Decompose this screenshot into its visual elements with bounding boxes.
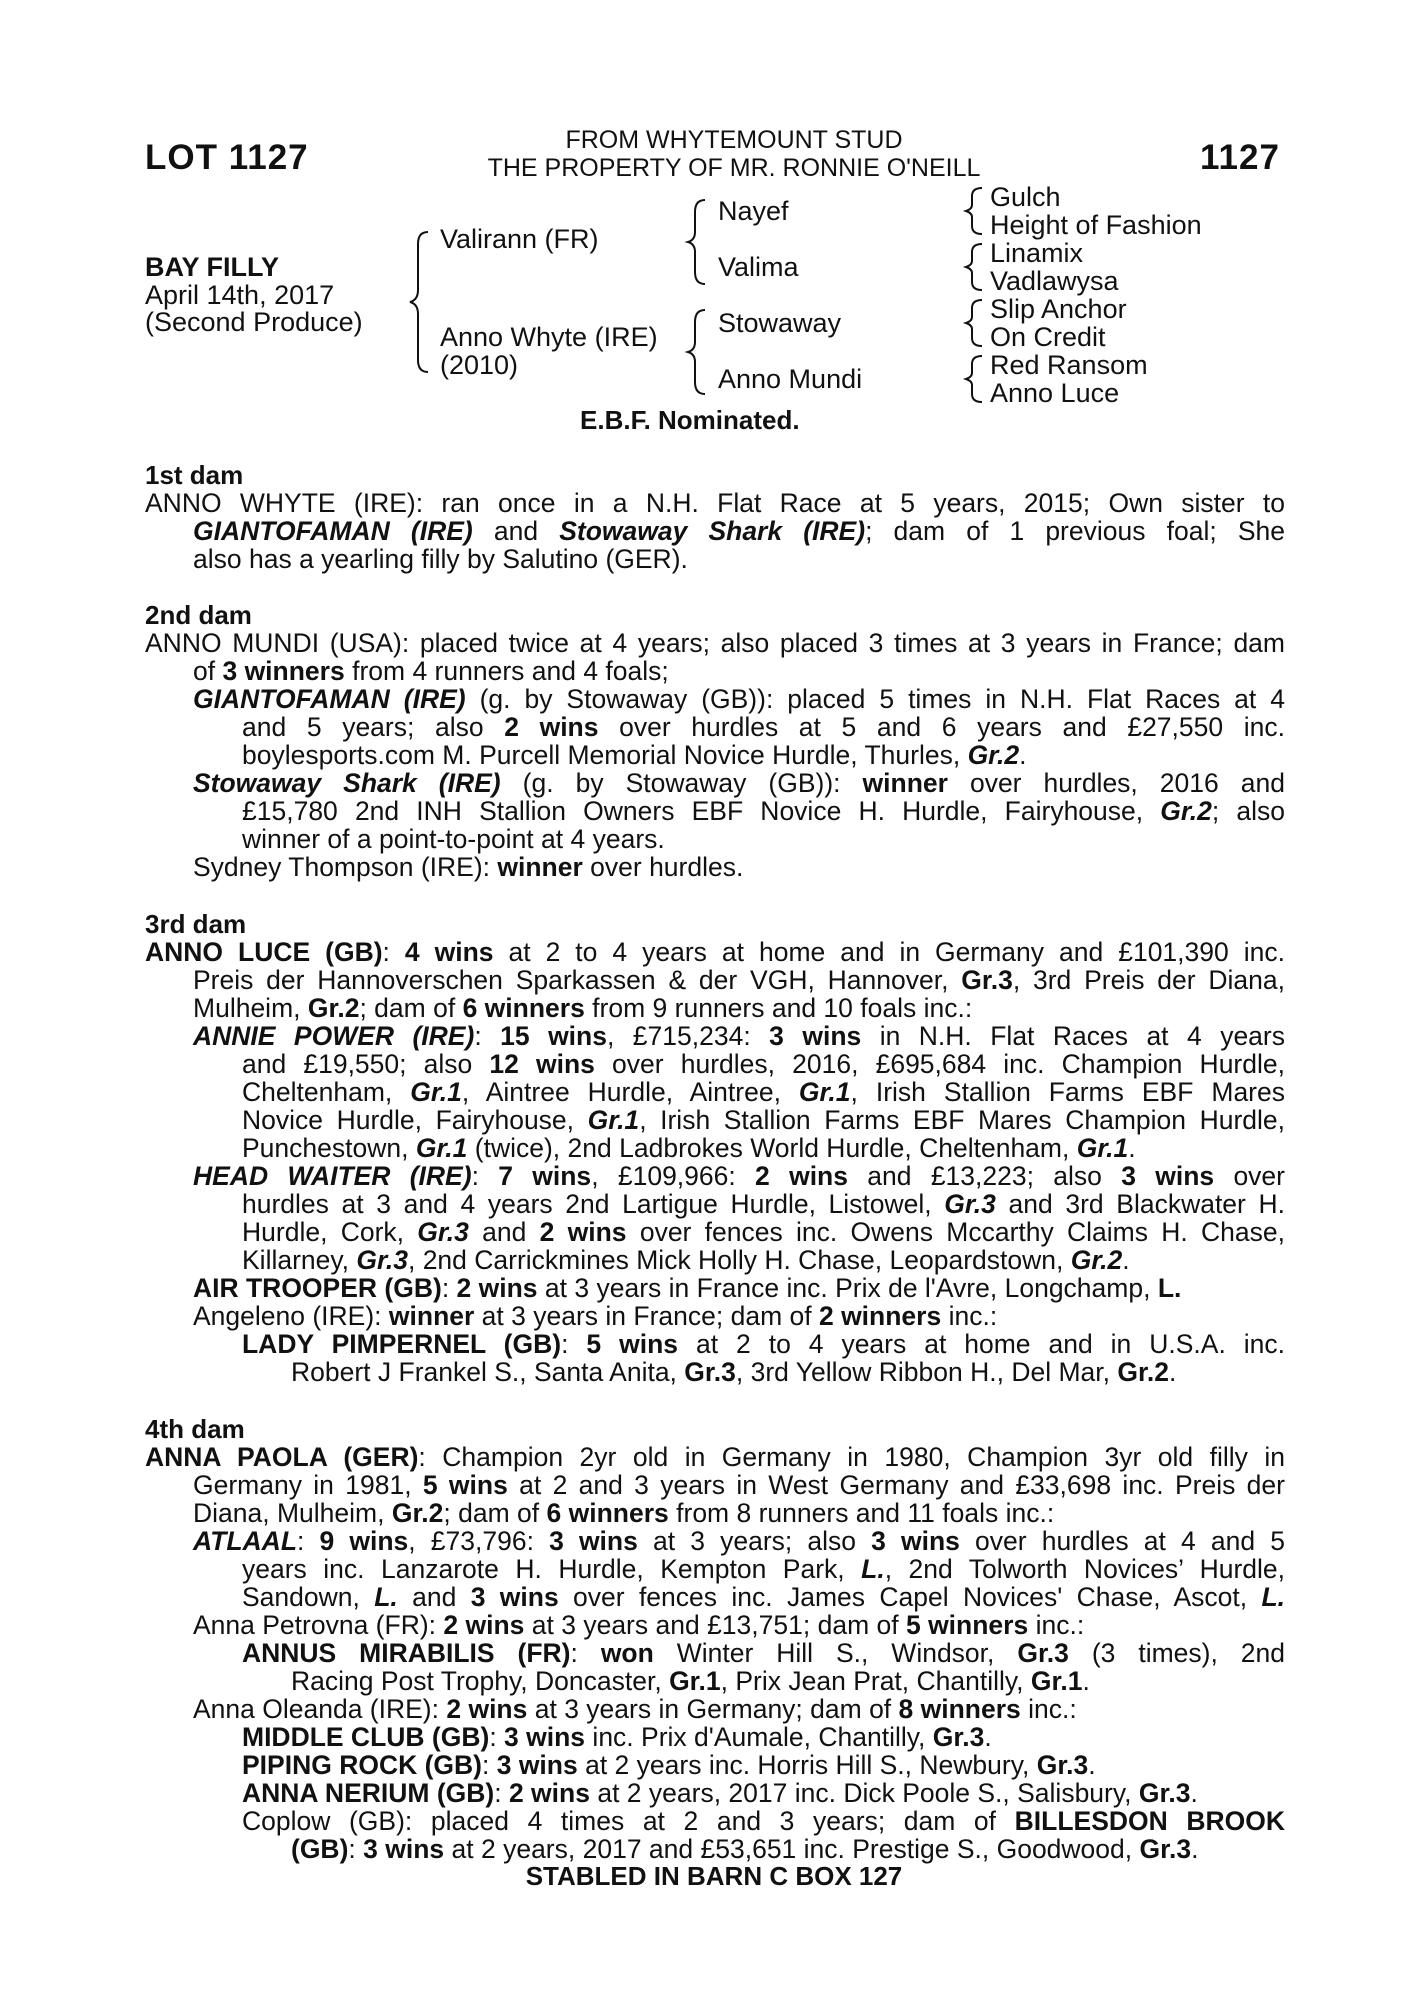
text-line: ANNO WHYTE (IRE): ran once in a N.H. Flat Race at 5 years, 2015; Own sister to <box>145 488 1285 518</box>
text-line: Stowaway Shark (IRE) (g. by Stowaway (GB)): winner over hurdles, 2016 and <box>193 768 1285 798</box>
pedigree-gen3-6: On Credit <box>990 322 1106 352</box>
text-line: ANNA PAOLA (GER): Champion 2yr old in Germany in 1980, Champion 3yr old filly in <box>145 1442 1285 1472</box>
pedigree-gen3-3: Linamix <box>990 238 1084 268</box>
horse-description: BAY FILLY <box>145 252 280 282</box>
text-line: Preis der Hannoverschen Sparkassen & der VGH, Hannover, Gr.3, 3rd Preis der Diana, <box>193 965 1285 995</box>
text-line: Robert J Frankel S., Santa Anita, Gr.3, 3rd Yellow Ribbon H., Del Mar, Gr.2. <box>291 1357 1177 1387</box>
pedigree-dam-sire: Stowaway <box>718 308 842 338</box>
vendor-line-1: FROM WHYTEMOUNT STUD <box>565 126 903 154</box>
text-line: GIANTOFAMAN (IRE) (g. by Stowaway (GB)): placed 5 times in N.H. Flat Races at 4 <box>193 684 1285 714</box>
pedigree-sire-dam: Valima <box>718 252 799 282</box>
text-line: GIANTOFAMAN (IRE) and Stowaway Shark (IRE); dam of 1 previous foal; She <box>193 516 1285 546</box>
text-line: Novice Hurdle, Fairyhouse, Gr.1, Irish Stallion Farms EBF Mares Champion Hurdle, <box>242 1105 1285 1135</box>
pedigree-brackets <box>0 0 1428 420</box>
text-line: HEAD WAITER (IRE): 7 wins, £109,966: 2 wins and £13,223; also 3 wins over <box>193 1161 1285 1191</box>
text-line: MIDDLE CLUB (GB): 3 wins inc. Prix d'Aumale, Chantilly, Gr.3. <box>242 1722 992 1752</box>
text-line: Mulheim, Gr.2; dam of 6 winners from 9 runners and 10 foals inc.: <box>193 993 973 1023</box>
text-line: Sydney Thompson (IRE): winner over hurdles. <box>193 852 744 882</box>
text-line: Diana, Mulheim, Gr.2; dam of 6 winners from 8 runners and 11 foals inc.: <box>193 1498 1055 1528</box>
text-line: years inc. Lanzarote H. Hurdle, Kempton Park, L., 2nd Tolworth Novices’ Hurdle, <box>242 1554 1285 1584</box>
pedigree-dam: Anno Whyte (IRE) <box>440 322 658 352</box>
pedigree-gen3-7: Red Ransom <box>990 350 1148 380</box>
text-line: LADY PIMPERNEL (GB): 5 wins at 2 to 4 years at home and in U.S.A. inc. <box>242 1329 1285 1359</box>
lot-number: 1127 <box>1200 138 1280 177</box>
text-line: Anna Petrovna (FR): 2 wins at 3 years and £13,751; dam of 5 winners inc.: <box>193 1610 1085 1640</box>
text-line: boylesports.com M. Purcell Memorial Novice Hurdle, Thurles, Gr.2. <box>242 740 1027 770</box>
text-line: ANNO MUNDI (USA): placed twice at 4 years; also placed 3 times at 3 years in France; dam <box>145 628 1285 658</box>
text-line: hurdles at 3 and 4 years 2nd Lartigue Hurdle, Listowel, Gr.3 and 3rd Blackwater H. <box>242 1189 1285 1219</box>
text-line: AIR TROOPER (GB): 2 wins at 3 years in France inc. Prix de l'Avre, Longchamp, L. <box>193 1273 1182 1303</box>
text-line: ANNA NERIUM (GB): 2 wins at 2 years, 2017 inc. Dick Poole S., Salisbury, Gr.3. <box>242 1778 1198 1808</box>
nomination: E.B.F. Nominated. <box>580 405 800 435</box>
section-3rd-dam: 3rd dam <box>145 909 247 939</box>
dam1-block <box>145 489 1285 573</box>
text-line: ATLAAL: 9 wins, £73,796: 3 wins at 3 years; also 3 wins over hurdles at 4 and 5 <box>193 1526 1285 1556</box>
text-line: Germany in 1981, 5 wins at 2 and 3 years in West Germany and £33,698 inc. Preis der <box>193 1470 1285 1500</box>
text-line: £15,780 2nd INH Stallion Owners EBF Novice H. Hurdle, Fairyhouse, Gr.2; also <box>242 796 1286 826</box>
text-line: Hurdle, Cork, Gr.3 and 2 wins over fences inc. Owens Mccarthy Claims H. Chase, <box>242 1217 1286 1247</box>
text-line: Sandown, L. and 3 wins over fences inc. James Capel Novices' Chase, Ascot, L. <box>242 1582 1285 1612</box>
pedigree-gen3-1: Gulch <box>990 182 1061 212</box>
lot-label: LOT 1127 <box>145 138 309 177</box>
text-line: of 3 winners from 4 runners and 4 foals; <box>193 656 669 686</box>
text-line: ANNO LUCE (GB): 4 wins at 2 to 4 years at home and in Germany and £101,390 inc. <box>145 937 1285 967</box>
dam3-block <box>145 938 1285 1386</box>
section-4th-dam: 4th dam <box>145 1414 245 1444</box>
pedigree-gen3-8: Anno Luce <box>990 378 1120 408</box>
section-1st-dam: 1st dam <box>145 460 244 490</box>
pedigree-sire: Valirann (FR) <box>440 224 599 254</box>
text-line: Punchestown, Gr.1 (twice), 2nd Ladbrokes World Hurdle, Cheltenham, Gr.1. <box>242 1133 1136 1163</box>
text-line: Killarney, Gr.3, 2nd Carrickmines Mick Holly H. Chase, Leopardstown, Gr.2. <box>242 1245 1130 1275</box>
dam4-block <box>145 1443 1285 1863</box>
text-line: Racing Post Trophy, Doncaster, Gr.1, Prix Jean Prat, Chantilly, Gr.1. <box>291 1666 1090 1696</box>
vendor-line-2: THE PROPERTY OF MR. RONNIE O'NEILL <box>487 154 981 182</box>
horse-produce: (Second Produce) <box>145 307 363 337</box>
text-line: Coplow (GB): placed 4 times at 2 and 3 years; dam of BILLESDON BROOK <box>242 1806 1285 1836</box>
text-line: also has a yearling filly by Salutino (GER). <box>193 544 688 574</box>
horse-foaled: April 14th, 2017 <box>145 280 335 310</box>
pedigree-sire-sire: Nayef <box>718 196 789 226</box>
text-line: PIPING ROCK (GB): 3 wins at 2 years inc. Horris Hill S., Newbury, Gr.3. <box>242 1750 1096 1780</box>
text-line: Cheltenham, Gr.1, Aintree Hurdle, Aintree, Gr.1, Irish Stallion Farms EBF Mares <box>242 1077 1285 1107</box>
text-line: winner of a point-to-point at 4 years. <box>242 824 665 854</box>
pedigree-dam-year: (2010) <box>440 350 519 380</box>
text-line: and 5 years; also 2 wins over hurdles at 5 and 6 years and £27,550 inc. <box>242 712 1285 742</box>
text-line: (GB): 3 wins at 2 years, 2017 and £53,651 inc. Prestige S., Goodwood, Gr.3. <box>291 1834 1199 1864</box>
pedigree-dam-dam: Anno Mundi <box>718 364 863 394</box>
pedigree-gen3-2: Height of Fashion <box>990 210 1202 240</box>
text-line: ANNUS MIRABILIS (FR): won Winter Hill S., Windsor, Gr.3 (3 times), 2nd <box>242 1638 1285 1668</box>
section-2nd-dam: 2nd dam <box>145 600 252 630</box>
text-line: Angeleno (IRE): winner at 3 years in France; dam of 2 winners inc.: <box>193 1301 998 1331</box>
pedigree-gen3-5: Slip Anchor <box>990 294 1127 324</box>
pedigree-gen3-4: Vadlawysa <box>990 266 1119 296</box>
text-line: and £19,550; also 12 wins over hurdles, 2016, £695,684 inc. Champion Hurdle, <box>242 1049 1285 1079</box>
stabling-info: STABLED IN BARN C BOX 127 <box>525 1861 903 1891</box>
text-line: ANNIE POWER (IRE): 15 wins, £715,234: 3 wins in N.H. Flat Races at 4 years <box>193 1021 1285 1051</box>
text-line: Anna Oleanda (IRE): 2 wins at 3 years in Germany; dam of 8 winners inc.: <box>193 1694 1077 1724</box>
dam2-block <box>145 629 1285 881</box>
